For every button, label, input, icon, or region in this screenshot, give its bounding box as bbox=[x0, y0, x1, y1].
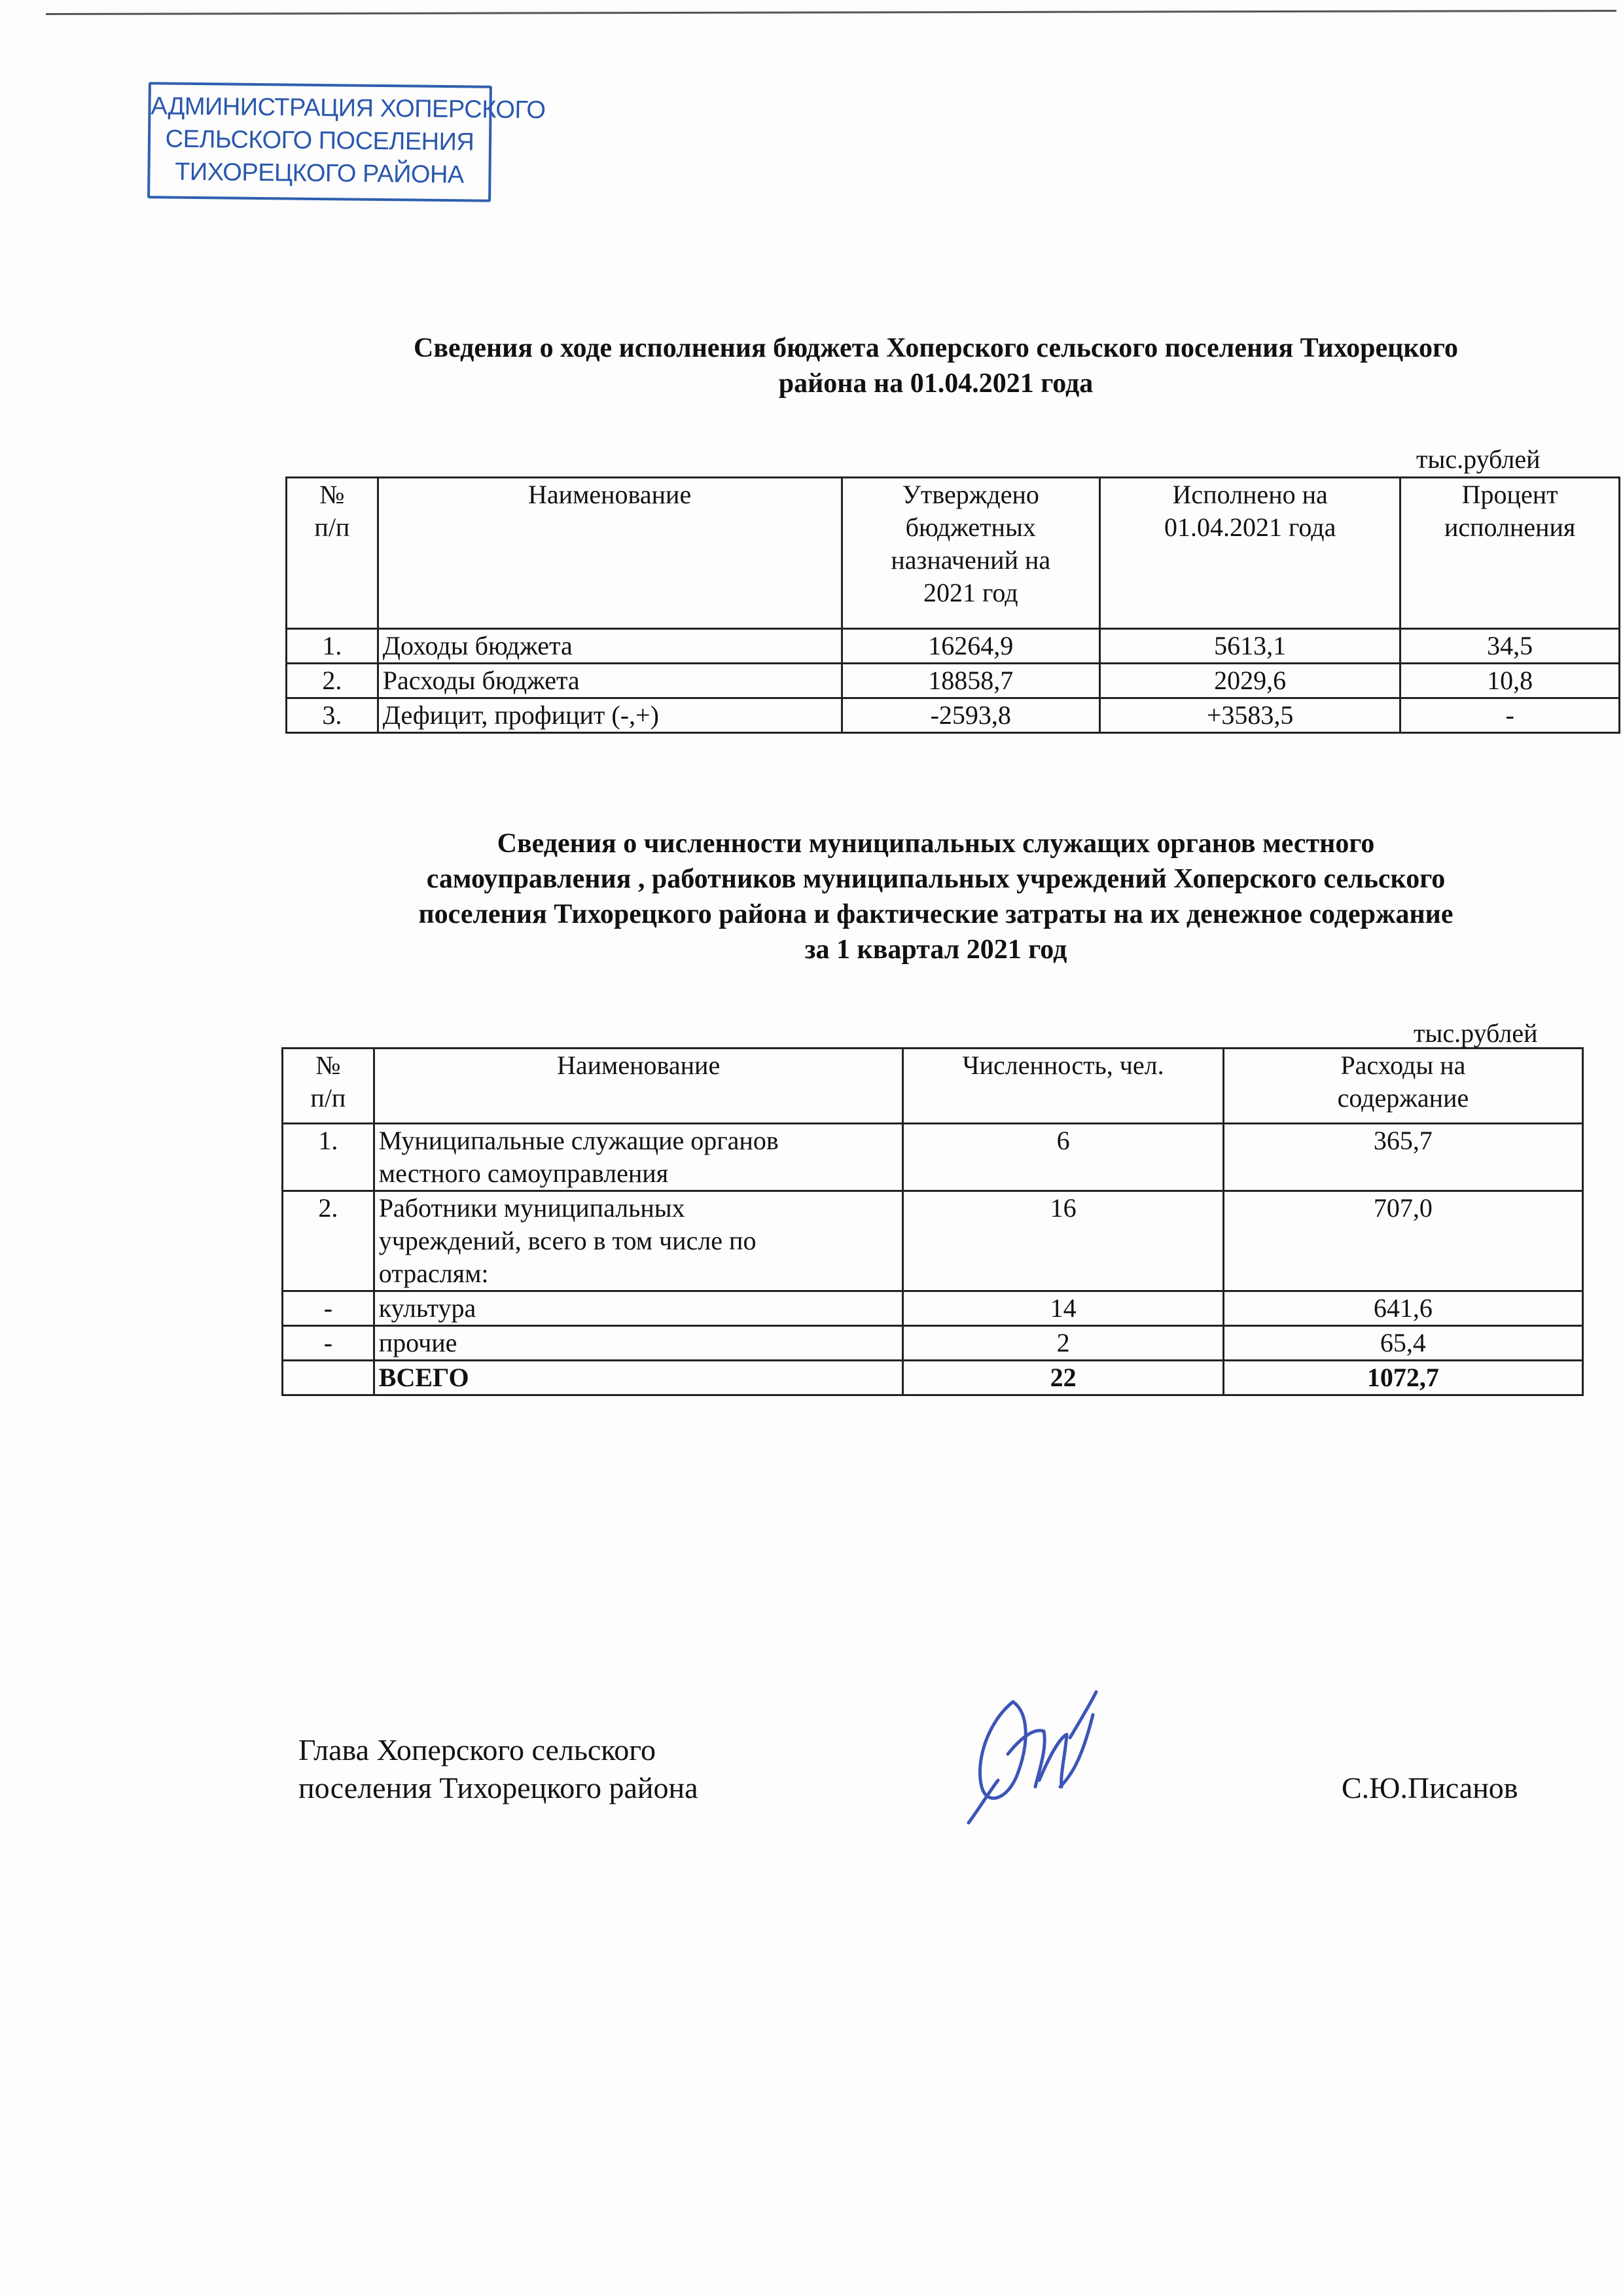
total-name: ВСЕГО bbox=[374, 1361, 903, 1395]
header-percent-line-2: исполнения bbox=[1444, 512, 1576, 542]
header-cost-line-1: Расходы на bbox=[1340, 1050, 1466, 1080]
row-name-line-3: отраслям: bbox=[378, 1259, 489, 1288]
table-row bbox=[283, 1124, 1583, 1191]
header-percent-line-1: Процент bbox=[1461, 480, 1558, 509]
stamp-line-3: ТИХОРЕЦКОГО РАЙОНА bbox=[174, 158, 465, 189]
row-number: 2. bbox=[283, 1191, 374, 1291]
row-number: - bbox=[283, 1326, 374, 1361]
signatory-position bbox=[298, 1731, 698, 1807]
header-name: Наименование bbox=[378, 478, 842, 629]
organization-stamp bbox=[147, 82, 546, 202]
header-number-abbr: п/п bbox=[310, 1083, 346, 1113]
row-count: 2 bbox=[903, 1326, 1223, 1361]
header-cost bbox=[1223, 1049, 1582, 1124]
header-number-sign: № bbox=[315, 1050, 341, 1080]
staff-title-line-2: самоуправления , работников муниципальных учреждений Хоперского сельского bbox=[426, 864, 1446, 894]
header-executed bbox=[1100, 478, 1400, 629]
row-cost: 641,6 bbox=[1223, 1291, 1582, 1326]
row-name: Дефицит, профицит (-,+) bbox=[378, 698, 842, 733]
row-name bbox=[374, 1124, 903, 1191]
row-number: - bbox=[283, 1291, 374, 1326]
row-cost: 707,0 bbox=[1223, 1191, 1582, 1291]
header-approved bbox=[842, 478, 1100, 629]
handwritten-signature bbox=[962, 1676, 1126, 1826]
header-executed-line-2: 01.04.2021 года bbox=[1164, 512, 1336, 542]
header-number-abbr: п/п bbox=[314, 512, 350, 542]
header-approved-line-3: назначений на bbox=[891, 545, 1051, 575]
row-name: прочие bbox=[374, 1326, 903, 1361]
header-count: Численность, чел. bbox=[903, 1049, 1223, 1124]
table-row bbox=[287, 698, 1620, 733]
row-approved: 16264,9 bbox=[842, 629, 1100, 664]
scan-top-border bbox=[46, 10, 1616, 15]
table-row bbox=[287, 629, 1620, 664]
header-executed-line-1: Исполнено на bbox=[1172, 480, 1328, 509]
row-count: 6 bbox=[903, 1124, 1223, 1191]
header-number bbox=[283, 1049, 374, 1124]
total-cost: 1072,7 bbox=[1223, 1361, 1582, 1395]
row-name: культура bbox=[374, 1291, 903, 1326]
row-name-line-1: Муниципальные служащие органов bbox=[378, 1126, 779, 1155]
row-count: 16 bbox=[903, 1191, 1223, 1291]
signatory-position-line-1: Глава Хоперского сельского bbox=[298, 1733, 656, 1767]
row-number: 1. bbox=[287, 629, 378, 664]
budget-title-line-2: района на 01.04.2021 года bbox=[778, 368, 1094, 399]
signatory-name: С.Ю.Писанов bbox=[1342, 1771, 1518, 1804]
table-row bbox=[283, 1326, 1583, 1361]
row-cost: 365,7 bbox=[1223, 1124, 1582, 1191]
total-row bbox=[283, 1361, 1583, 1395]
row-cost: 65,4 bbox=[1223, 1326, 1582, 1361]
row-approved: 18858,7 bbox=[842, 664, 1100, 698]
staff-title-line-4: за 1 квартал 2021 год bbox=[804, 935, 1067, 965]
budget-title bbox=[288, 331, 1584, 401]
row-name bbox=[374, 1191, 903, 1291]
row-count: 14 bbox=[903, 1291, 1223, 1326]
header-percent bbox=[1400, 478, 1620, 629]
header-cost-line-2: содержание bbox=[1337, 1083, 1469, 1113]
signatory-position-line-2: поселения Тихорецкого района bbox=[298, 1771, 698, 1804]
header-approved-line-1: Утверждено bbox=[902, 480, 1039, 509]
staff-title-line-3: поселения Тихорецкого района и фактические затраты на их денежное содержание bbox=[418, 899, 1454, 929]
header-approved-line-2: бюджетных bbox=[905, 512, 1036, 542]
header-name: Наименование bbox=[374, 1049, 903, 1124]
row-percent: 34,5 bbox=[1400, 629, 1620, 664]
row-name: Расходы бюджета bbox=[378, 664, 842, 698]
row-percent: - bbox=[1400, 698, 1620, 733]
header-approved-line-4: 2021 год bbox=[923, 578, 1018, 607]
row-executed: +3583,5 bbox=[1100, 698, 1400, 733]
row-name-line-1: Работники муниципальных bbox=[378, 1193, 685, 1223]
header-number bbox=[287, 478, 378, 629]
budget-title-line-1: Сведения о ходе исполнения бюджета Хоперского сельского поселения Тихорецкого bbox=[413, 333, 1459, 363]
budget-unit-label: тыс.рублей bbox=[1416, 444, 1541, 474]
row-name: Доходы бюджета bbox=[378, 629, 842, 664]
stamp-line-2: СЕЛЬСКОГО ПОСЕЛЕНИЯ bbox=[165, 125, 474, 156]
total-number bbox=[283, 1361, 374, 1395]
row-name-line-2: учреждений, всего в том числе по bbox=[378, 1226, 757, 1255]
row-number: 1. bbox=[283, 1124, 374, 1191]
budget-header-row bbox=[287, 478, 1620, 629]
staff-title-line-1: Сведения о численности муниципальных служащих органов местного bbox=[497, 829, 1375, 859]
table-row bbox=[283, 1191, 1583, 1291]
row-number: 3. bbox=[287, 698, 378, 733]
budget-table bbox=[285, 476, 1620, 734]
row-executed: 2029,6 bbox=[1100, 664, 1400, 698]
row-number: 2. bbox=[287, 664, 378, 698]
total-count: 22 bbox=[903, 1361, 1223, 1395]
stamp-line-1: АДМИНИСТРАЦИЯ ХОПЕРСКОГО bbox=[151, 92, 546, 124]
row-percent: 10,8 bbox=[1400, 664, 1620, 698]
staff-header-row bbox=[283, 1049, 1583, 1124]
row-name-line-2: местного самоуправления bbox=[378, 1158, 669, 1188]
staff-table bbox=[281, 1047, 1584, 1396]
staff-unit-label: тыс.рублей bbox=[1414, 1018, 1538, 1048]
table-row bbox=[287, 664, 1620, 698]
header-number-sign: № bbox=[319, 480, 345, 509]
row-approved: -2593,8 bbox=[842, 698, 1100, 733]
row-executed: 5613,1 bbox=[1100, 629, 1400, 664]
table-row bbox=[283, 1291, 1583, 1326]
staff-title bbox=[288, 826, 1584, 967]
